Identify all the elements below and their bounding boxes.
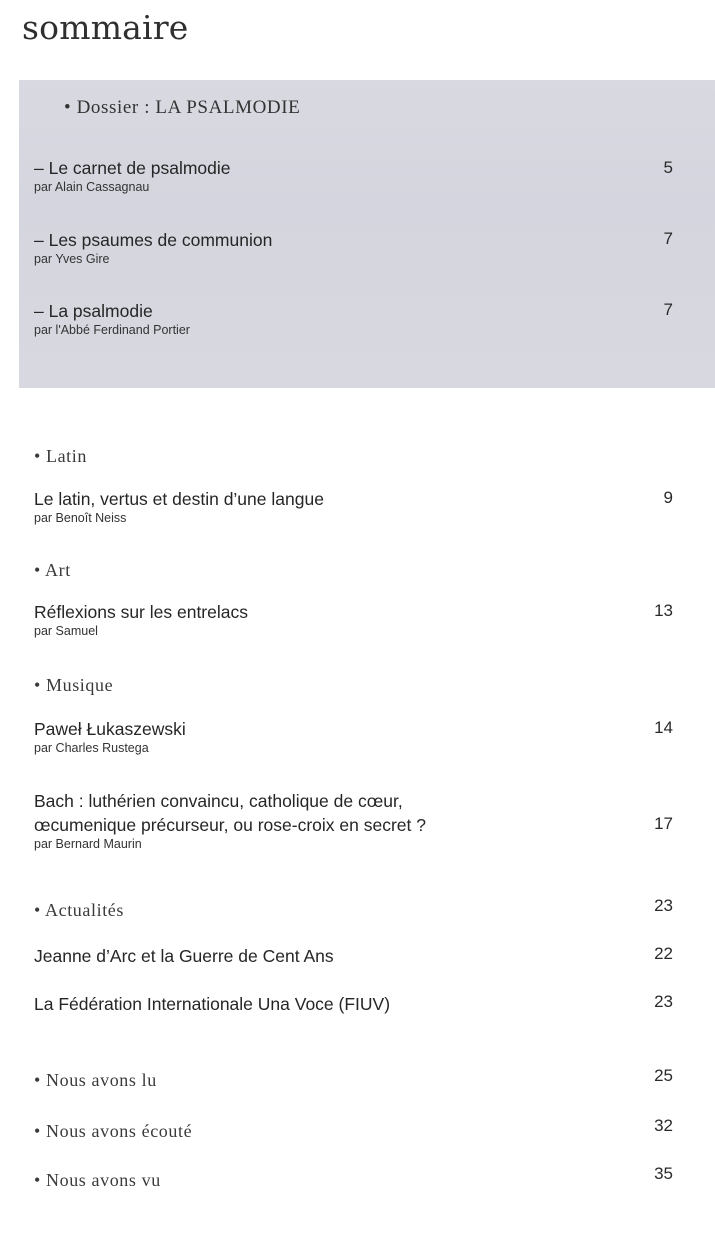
page-number: 17 (654, 814, 673, 833)
dossier-heading: • Dossier : LA PSALMODIE (64, 97, 301, 118)
entry-title: Paweł Łukaszewski (34, 719, 186, 739)
entry-author: par Samuel (34, 624, 98, 638)
page-number: 7 (663, 300, 673, 319)
entry-title-line1: Bach : luthérien convaincu, catholique de cœur, (34, 791, 403, 811)
entry-latin[interactable] (34, 487, 324, 526)
page-number: 7 (663, 229, 673, 248)
section-heading-art: • Art (34, 560, 71, 580)
entry-title: Le latin, vertus et destin d’une langue (34, 489, 324, 509)
entry-lukaszewski[interactable] (34, 717, 186, 756)
section-heading-nous-avons-ecoute[interactable]: • Nous avons écouté (34, 1121, 193, 1141)
page-number: 25 (654, 1066, 673, 1085)
page-number: 22 (654, 944, 673, 963)
entry-title: Réflexions sur les entrelacs (34, 602, 248, 622)
entry-title: – Les psaumes de communion (34, 230, 273, 250)
page-number: 35 (654, 1164, 673, 1183)
dossier-item-carnet[interactable] (34, 156, 231, 195)
entry-bach[interactable] (34, 789, 426, 852)
page-number: 13 (654, 601, 673, 620)
entry-author: par Bernard Maurin (34, 837, 142, 851)
page-number: 9 (663, 488, 673, 507)
page-number: 14 (654, 718, 673, 737)
section-heading-nous-avons-vu[interactable]: • Nous avons vu (34, 1170, 161, 1190)
entry-author: par Alain Cassagnau (34, 180, 150, 194)
entry-jeanne-darc[interactable] (34, 944, 334, 968)
section-heading-nous-avons-lu[interactable]: • Nous avons lu (34, 1070, 157, 1090)
section-heading-musique: • Musique (34, 675, 114, 695)
entry-title: La Fédération Internationale Una Voce (FIUV) (34, 994, 391, 1014)
entry-author: par Benoît Neiss (34, 511, 127, 525)
section-heading-latin: • Latin (34, 446, 87, 466)
page-number: 32 (654, 1116, 673, 1135)
entry-fiuv[interactable] (34, 992, 390, 1016)
entry-author: par Yves Gire (34, 252, 110, 266)
page-number: 23 (654, 896, 673, 915)
entry-title: Jeanne d’Arc et la Guerre de Cent Ans (34, 946, 334, 966)
entry-entrelacs[interactable] (34, 600, 248, 639)
page-number: 23 (654, 992, 673, 1011)
entry-title: – La psalmodie (34, 301, 153, 321)
section-heading-actualites: • Actualités (34, 900, 124, 920)
page-number: 5 (663, 158, 673, 177)
dossier-item-psalmodie[interactable] (34, 299, 190, 338)
entry-author: par l'Abbé Ferdinand Portier (34, 323, 190, 337)
page-title: sommaire (22, 8, 189, 47)
entry-author: par Charles Rustega (34, 741, 149, 755)
dossier-item-psaumes[interactable] (34, 228, 272, 267)
entry-title-line2: œcumenique précurseur, ou rose-croix en secret ? (34, 815, 426, 835)
entry-title: – Le carnet de psalmodie (34, 158, 231, 178)
